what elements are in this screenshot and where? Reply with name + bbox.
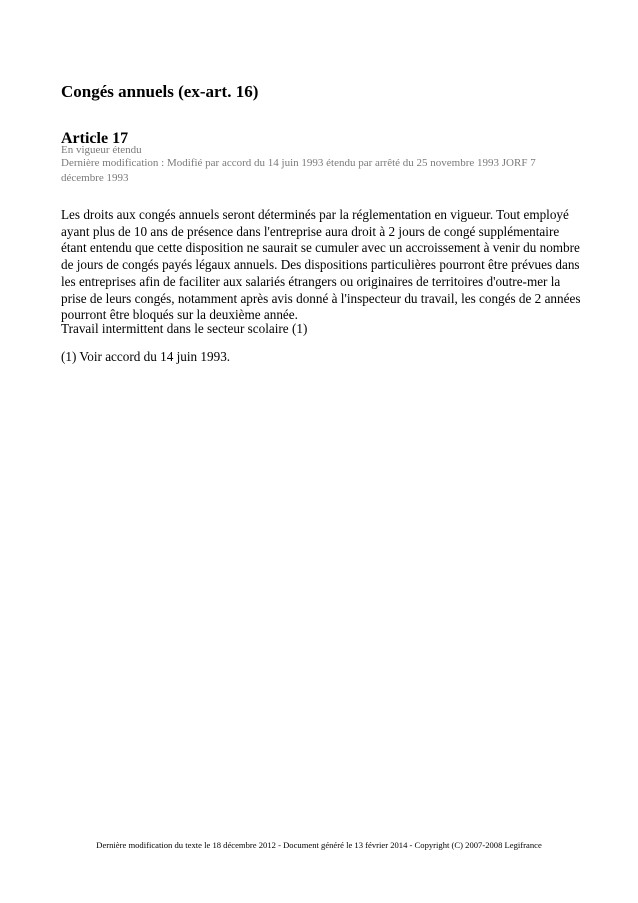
- section-title: Congés annuels (ex-art. 16): [61, 82, 259, 101]
- article-status: En vigueur étendu: [61, 144, 142, 156]
- article-body-paragraph: Les droits aux congés annuels seront déterminés par la réglementation en vigueur. Tout employé ayant plus de 10 ans de présence dans l'entreprise aura droit à 2 jours de congé supplémentaire étant entendu que cette disposition ne saurait se cumuler avec un accroissement à venir du nombre de jours de congés payés légaux annuels. Des dispositions particulières pourront être prévues dans les entreprises afin de faciliter aux salariés étrangers ou originaires de territoires d'outre-mer la prise de leurs congés, notamment après avis donné à l'inspecteur du travail, les congés de 2 années pourront être bloqués sur la deuxième année.: [61, 207, 581, 323]
- page-footer: Dernière modification du texte le 18 décembre 2012 - Document généré le 13 février 2014 - Copyright (C) 2007-2008 Legifrance: [96, 840, 542, 850]
- article-title: Article 17: [61, 130, 129, 147]
- article-footnote: (1) Voir accord du 14 juin 1993.: [61, 349, 231, 364]
- article-last-modification: Dernière modification : Modifié par accord du 14 juin 1993 étendu par arrêté du 25 novembre 1993 JORF 7 décembre 1993: [61, 157, 536, 184]
- article-subheading: Travail intermittent dans le secteur scolaire (1): [61, 321, 308, 336]
